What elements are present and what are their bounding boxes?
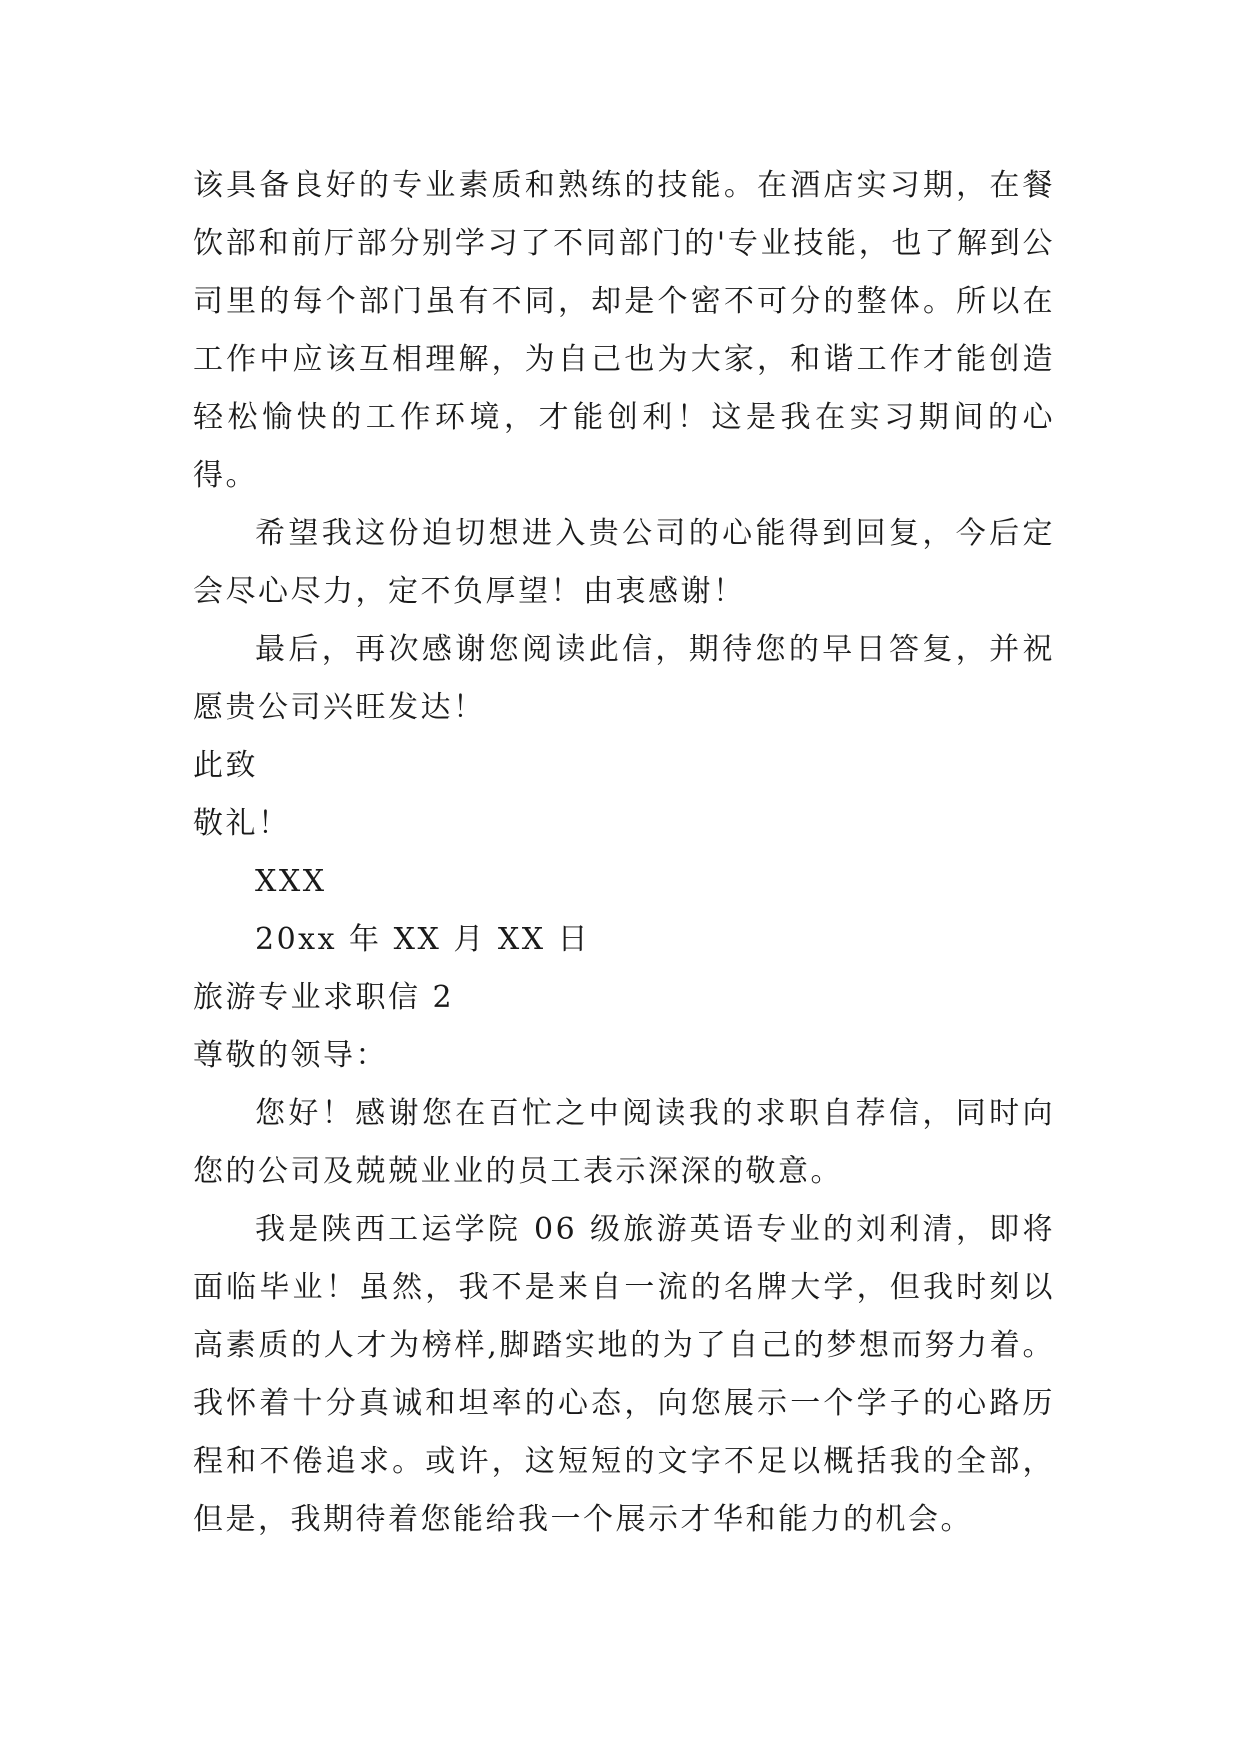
- signature-date: 20xx 年 XX 月 XX 日: [255, 922, 591, 957]
- paragraph-final-thanks: 最后，再次感谢您阅读此信，期待您的早日答复，并祝愿贵公司兴旺发达！: [193, 632, 1055, 725]
- signature-name: XXX: [255, 864, 327, 899]
- closing-line-2: 敬礼！: [193, 806, 291, 841]
- section-title: 旅游专业求职信 2: [193, 980, 455, 1015]
- paragraph-hope: 希望我这份迫切想进入贵公司的心能得到回复，今后定会尽心尽力，定不负厚望！由衷感谢！: [193, 516, 1055, 609]
- paragraph-internship-experience: 该具备良好的专业素质和熟练的技能。在酒店实习期，在餐饮部和前厅部分别学习了不同部门的'专业技能，也了解到公司里的每个部门虽有不同，却是个密不可分的整体。所以在工作中应该互相理解，为自己也为大家，和谐工作才能创造轻松愉快的工作环境，才能创利！这是我在实习期间的心得。: [193, 168, 1055, 493]
- salutation: 尊敬的领导：: [193, 1038, 388, 1073]
- closing-line-1: 此致: [193, 748, 258, 783]
- document-body: [193, 157, 1055, 1549]
- paragraph-greeting: 您好！感谢您在百忙之中阅读我的求职自荐信，同时向您的公司及兢兢业业的员工表示深深的敬意。: [193, 1096, 1055, 1189]
- paragraph-self-introduction: 我是陕西工运学院 06 级旅游英语专业的刘利清，即将面临毕业！虽然，我不是来自一流的名牌大学，但我时刻以高素质的人才为榜样,脚踏实地的为了自己的梦想而努力着。我怀着十分真诚和坦率的心态，向您展示一个学子的心路历程和不倦追求。或许，这短短的文字不足以概括我的全部，但是，我期待着您能给我一个展示才华和能力的机会。: [193, 1212, 1055, 1537]
